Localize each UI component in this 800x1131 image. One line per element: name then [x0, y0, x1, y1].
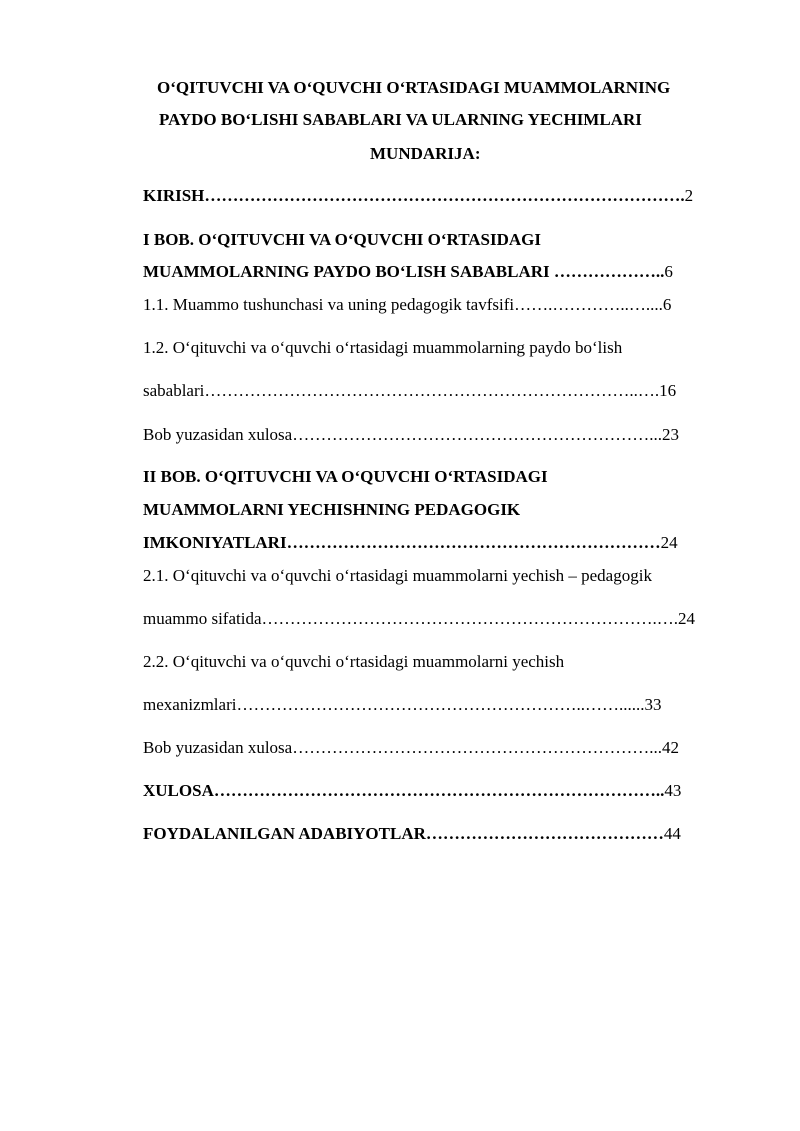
- toc-chapter-1-conclusion-suffix: ..: [653, 425, 662, 444]
- toc-section-2-2-label: mexanizmlari……………………………………………………..……......: [143, 695, 645, 714]
- toc-chapter-2-conclusion-label: Bob yuzasidan xulosa……………………………………………………….: [143, 738, 654, 757]
- toc-chapter-1-page: 6: [664, 262, 673, 281]
- toc-chapter-1-label: MUAMMOLARNING PAYDO BO‘LISH SABABLARI ……………….: [143, 262, 661, 281]
- toc-entry-kirish: [143, 187, 693, 204]
- toc-chapter-1-line-1: I BOB. O‘QITUVCHI VA O‘QUVCHI O‘RTASIDAGI: [143, 230, 542, 249]
- toc-chapter-2-conclusion-page: 42: [661, 738, 679, 757]
- toc-section-2-2-line-2: [143, 696, 661, 713]
- toc-chapter-2-conclusion: [143, 739, 679, 756]
- toc-chapter-1-conclusion-page: 23: [661, 425, 679, 444]
- toc-section-1-2-label: sabablari…………………………………………………………………..….: [143, 381, 660, 400]
- toc-section-1-2-line-2: [143, 382, 676, 399]
- toc-section-1-1-label: 1.1. Muammo tushunchasi va uning pedagogik tavfsifi…….…………..…....: [143, 295, 663, 314]
- toc-entry-xulosa-label: XULOSA…………………………………………………………………….: [143, 781, 661, 800]
- toc-chapter-2-conclusion-suffix: ..: [653, 738, 662, 757]
- toc-section-2-1-label: muammo sifatida…………………………………………………………….….: [143, 609, 679, 628]
- toc-section-1-2-line-1: 1.2. O‘qituvchi va o‘quvchi o‘rtasidagi muammolarning paydo bo‘lish: [143, 338, 623, 357]
- document-title-line-2: PAYDO BO‘LISHI SABABLARI VA ULARNING YECHIMLARI: [159, 110, 642, 129]
- contents-heading: MUNDARIJA:: [370, 144, 481, 163]
- toc-section-2-1-line-2: [143, 610, 695, 627]
- toc-entry-xulosa: [143, 782, 681, 799]
- toc-chapter-2-label: IMKONIYATLARI…………………………………………………………: [143, 533, 661, 552]
- toc-entry-kirish-page: 2: [684, 186, 694, 205]
- toc-chapter-2-line-1: II BOB. O‘QITUVCHI VA O‘QUVCHI O‘RTASIDAGI: [143, 467, 548, 486]
- toc-entry-references-page: 44: [663, 824, 681, 843]
- document-title-line-1: O‘QITUVCHI VA O‘QUVCHI O‘RTASIDAGI MUAMMOLARNING: [157, 78, 671, 97]
- toc-chapter-1-line-2: [143, 263, 673, 280]
- toc-chapter-2-page: 24: [660, 533, 678, 552]
- toc-chapter-2-line-3: [143, 534, 678, 551]
- toc-entry-xulosa-suffix: .: [660, 781, 665, 800]
- toc-section-1-1: [143, 296, 671, 313]
- toc-entry-kirish-suffix: .: [680, 186, 685, 205]
- toc-chapter-1-conclusion-label: Bob yuzasidan xulosa……………………………………………………….: [143, 425, 654, 444]
- toc-entry-references: [143, 825, 681, 842]
- toc-section-2-2-line-1: 2.2. O‘qituvchi va o‘quvchi o‘rtasidagi muammolarni yechish: [143, 652, 565, 671]
- toc-section-2-1-page: 24: [678, 609, 696, 628]
- toc-section-2-2-page: 33: [644, 695, 662, 714]
- toc-entry-kirish-label: KIRISH…………………………………………………………………………: [143, 186, 681, 205]
- toc-chapter-1-conclusion: [143, 426, 679, 443]
- toc-chapter-1-suffix: .: [660, 262, 665, 281]
- toc-entry-references-label: FOYDALANILGAN ADABIYOTLAR……………………………………: [143, 824, 664, 843]
- toc-section-1-2-page: 16: [659, 381, 677, 400]
- toc-entry-xulosa-page: 43: [664, 781, 682, 800]
- toc-chapter-2-line-2: MUAMMOLARNI YECHISHNING PEDAGOGIK: [143, 500, 521, 519]
- toc-section-2-1-line-1: 2.1. O‘qituvchi va o‘quvchi o‘rtasidagi muammolarni yechish – pedagogik: [143, 566, 652, 585]
- toc-section-1-1-page: 6: [662, 295, 672, 314]
